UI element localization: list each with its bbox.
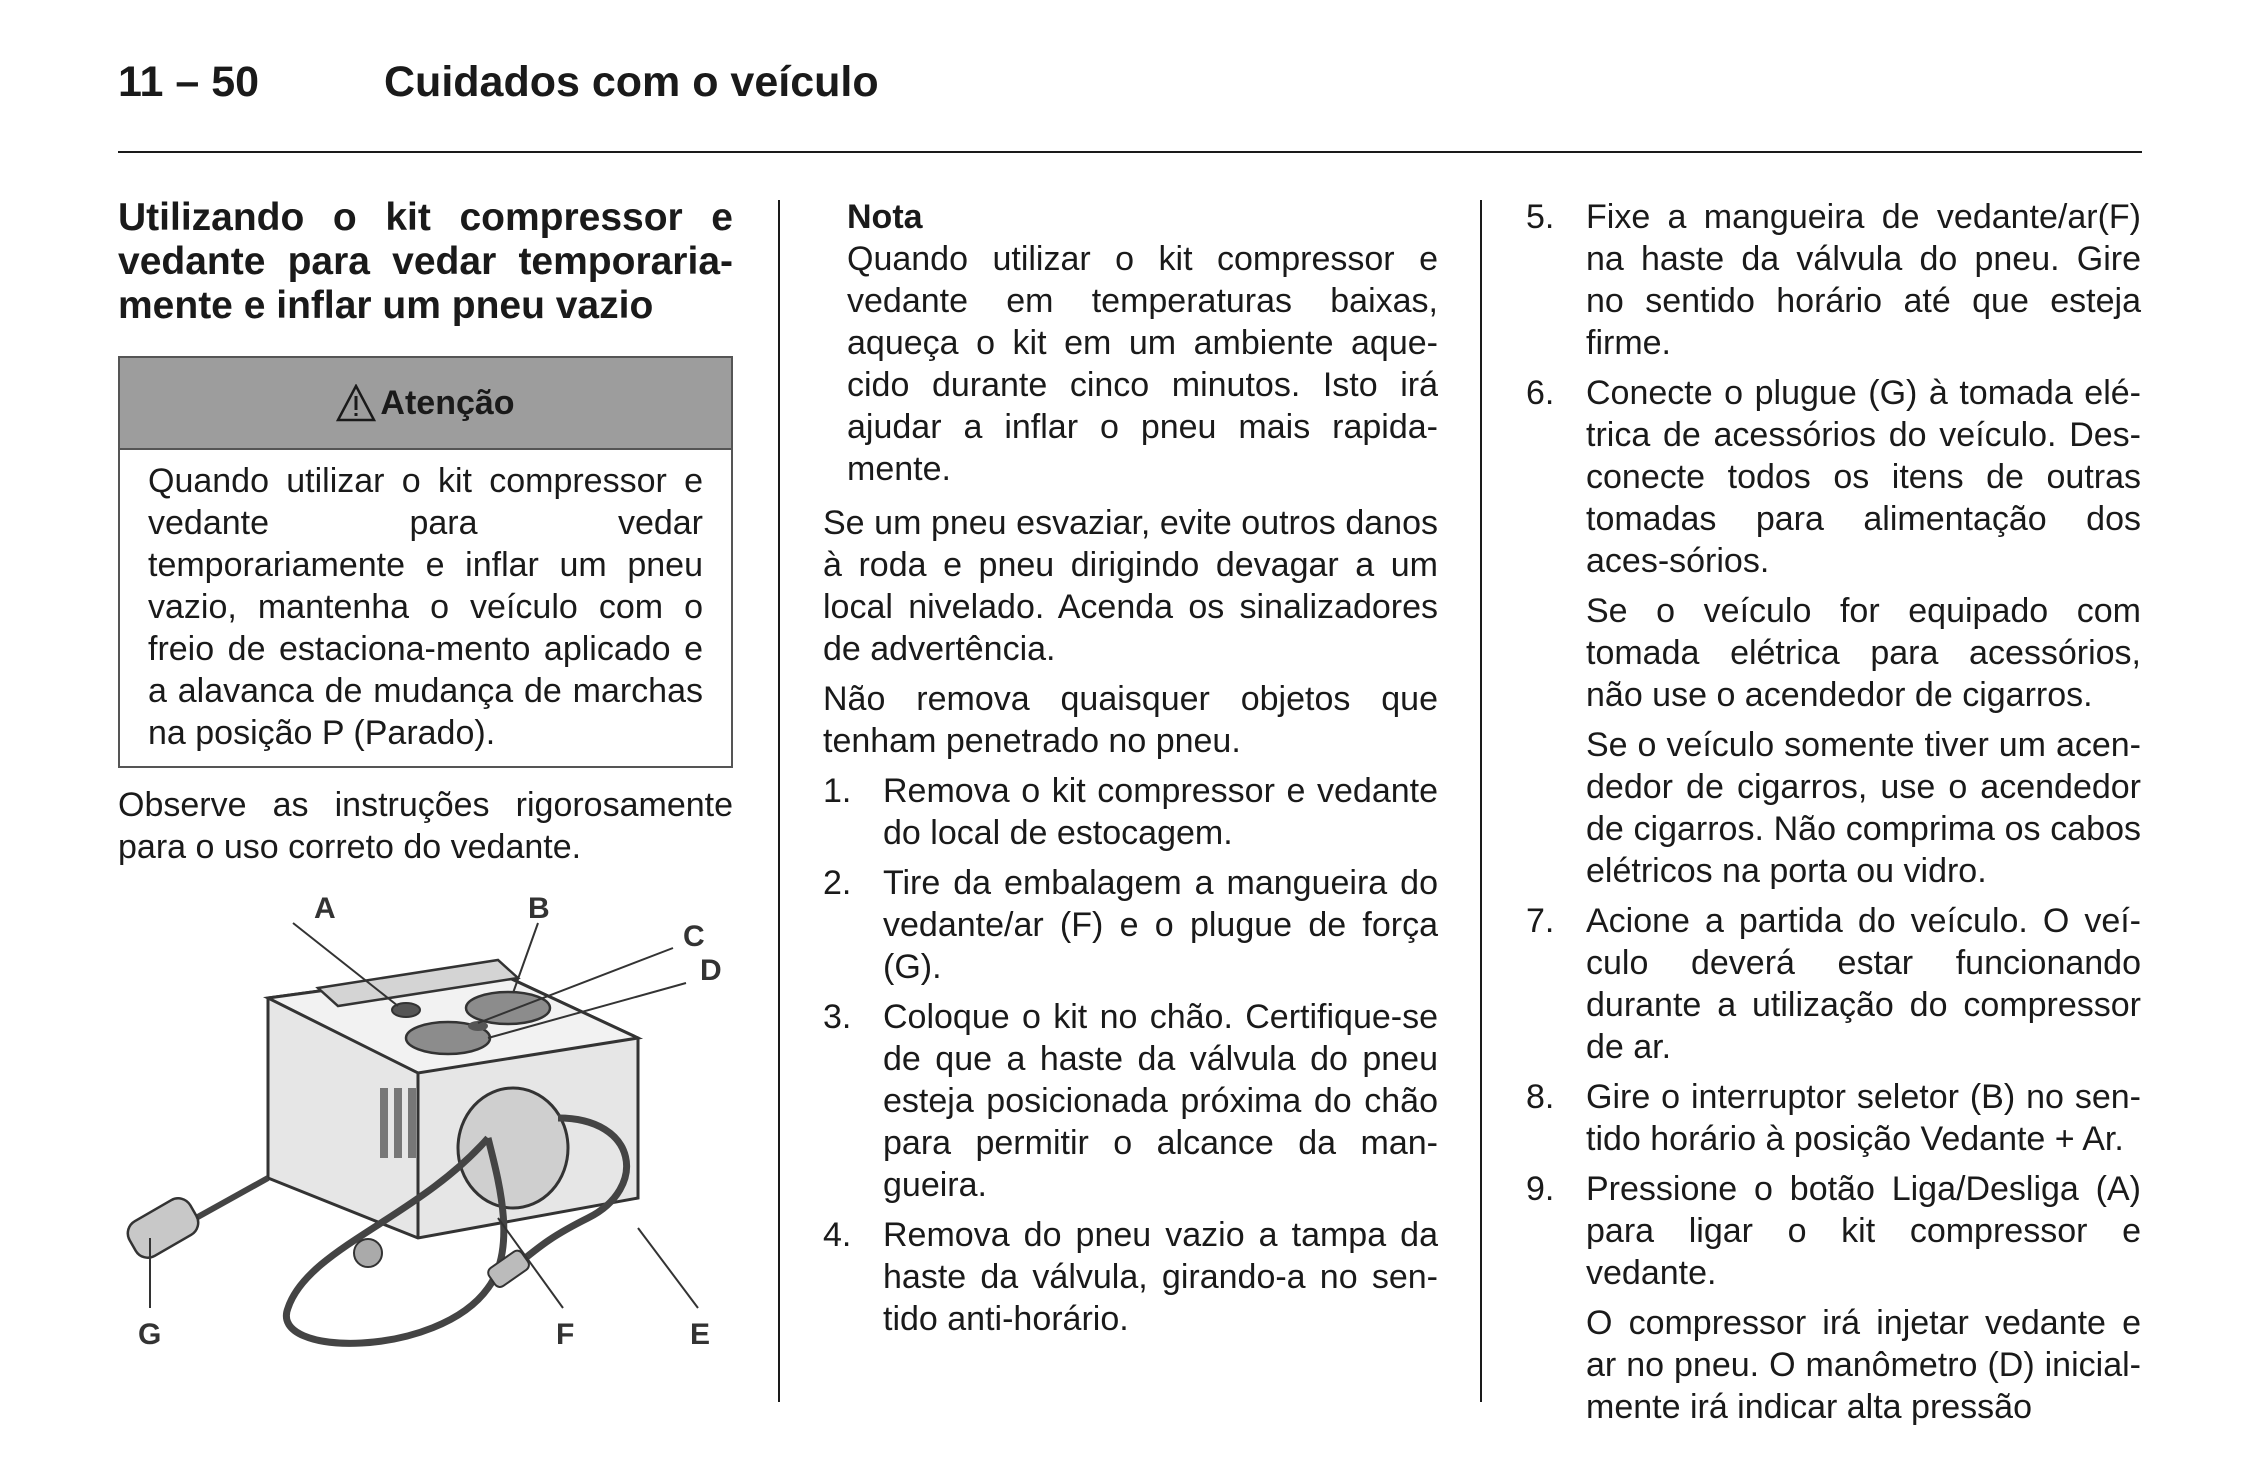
compressor-kit-drawing xyxy=(118,888,738,1388)
step-number: 3. xyxy=(823,998,852,1036)
steps-list-2 xyxy=(1526,196,2141,582)
list-item xyxy=(823,996,1438,1206)
step-6-note-2: Se o veículo somente tiver um acen-dedor de cigarros, use o acendedor de cigarros. Não comprima os cabos elétricos na porta ou vidro. xyxy=(1586,726,2141,890)
step-number: 9. xyxy=(1526,1170,1555,1208)
figure-label-f: F xyxy=(556,1318,575,1351)
note-title: Nota xyxy=(847,198,923,236)
step-number: 1. xyxy=(823,772,852,810)
compressor-kit-illustration xyxy=(118,888,738,1388)
step-number: 4. xyxy=(823,1216,852,1254)
figure-label-c: C xyxy=(683,920,705,953)
warning-body: Quando utilizar o kit compressor e vedante para vedar temporariamente e inflar um pneu vazio, mantenha o veículo com o freio de estaciona-mento aplicado e a alavanca de mudança de marchas na posição P (Parado). xyxy=(148,462,703,752)
instruction-text: Observe as instruções rigorosamente para o uso correto do vedante. xyxy=(118,786,733,866)
list-item xyxy=(1526,1076,2141,1160)
list-item xyxy=(1526,372,2141,582)
figure-label-g: G xyxy=(138,1318,162,1351)
list-item xyxy=(823,770,1438,854)
section-title: Cuidados com o veículo xyxy=(384,58,879,106)
paragraph-2: Não remova quaisquer objetos que tenham penetrado no pneu. xyxy=(823,680,1438,760)
warning-header xyxy=(120,358,731,450)
header-rule xyxy=(118,151,2142,153)
steps-list-3 xyxy=(1526,900,2141,1294)
step-number: 5. xyxy=(1526,198,1555,236)
list-item xyxy=(823,1214,1438,1340)
step-text: Fixe a mangueira de vedante/ar(F) na haste da válvula do pneu. Gire no sentido horário até que esteja firme. xyxy=(1586,198,2141,362)
step-text: Gire o interruptor seletor (B) no sen-tido horário à posição Vedante + Ar. xyxy=(1586,1078,2141,1158)
warning-triangle-icon xyxy=(336,384,376,422)
warning-box xyxy=(118,356,733,768)
list-item xyxy=(1526,196,2141,364)
step-text: Pressione o botão Liga/Desliga (A) para ligar o kit compressor e vedante. xyxy=(1586,1170,2141,1292)
list-item xyxy=(823,862,1438,988)
step-number: 8. xyxy=(1526,1078,1555,1116)
figure-label-b: B xyxy=(528,892,550,925)
steps-list-1 xyxy=(823,770,1438,1340)
figure-label-a: A xyxy=(314,892,336,925)
column-2 xyxy=(823,196,1438,1348)
note-block xyxy=(823,196,1438,490)
step-text: Acione a partida do veículo. O veí-culo deverá estar funcionando durante a utilização do compressor de ar. xyxy=(1586,902,2141,1066)
step-text: Coloque o kit no chão. Certifique-se de que a haste da válvula do pneu esteja posicionada próxima do chão para permitir o alcance da man-gueira. xyxy=(883,998,1438,1204)
column-1 xyxy=(118,196,733,1388)
step-9-note: O compressor irá injetar vedante e ar no pneu. O manômetro (D) inicial-mente irá indicar alta pressão xyxy=(1586,1304,2141,1426)
step-6-note-1: Se o veículo for equipado com tomada elétrica para acessórios, não use o acendedor de cigarros. xyxy=(1586,592,2141,714)
step-number: 7. xyxy=(1526,902,1555,940)
column-3 xyxy=(1526,196,2141,1436)
step-text: Remova do pneu vazio a tampa da haste da válvula, girando-a no sen-tido anti-horário. xyxy=(883,1216,1438,1338)
note-body: Quando utilizar o kit compressor e vedante em temperaturas baixas, aqueça o kit em um ambiente aque-cido durante cinco minutos. Isto irá ajudar a inflar o pneu mais rapida-mente. xyxy=(847,240,1438,488)
column-divider-2 xyxy=(1480,200,1482,1402)
warning-title: Atenção xyxy=(380,384,515,422)
page-number: 11 – 50 xyxy=(118,58,260,106)
column-divider-1 xyxy=(778,200,780,1402)
figure-label-e: E xyxy=(690,1318,711,1351)
step-number: 6. xyxy=(1526,374,1555,412)
paragraph-1: Se um pneu esvaziar, evite outros danos à roda e pneu dirigindo devagar a um local nivelado. Acenda os sinalizadores de advertência. xyxy=(823,504,1438,668)
step-text: Remova o kit compressor e vedante do local de estocagem. xyxy=(883,772,1438,852)
step-number: 2. xyxy=(823,864,852,902)
section-heading: Utilizando o kit compressor e vedante para vedar temporaria-mente e inflar um pneu vazio xyxy=(118,196,733,327)
step-text: Tire da embalagem a mangueira do vedante/ar (F) e o plugue de força (G). xyxy=(883,864,1438,986)
list-item xyxy=(1526,1168,2141,1294)
step-text: Conecte o plugue (G) à tomada elé-trica de acessórios do veículo. Des-conecte todos os itens de outras tomadas para alimentação dos aces-sórios. xyxy=(1586,374,2141,580)
list-item xyxy=(1526,900,2141,1068)
figure-label-d: D xyxy=(700,954,722,987)
